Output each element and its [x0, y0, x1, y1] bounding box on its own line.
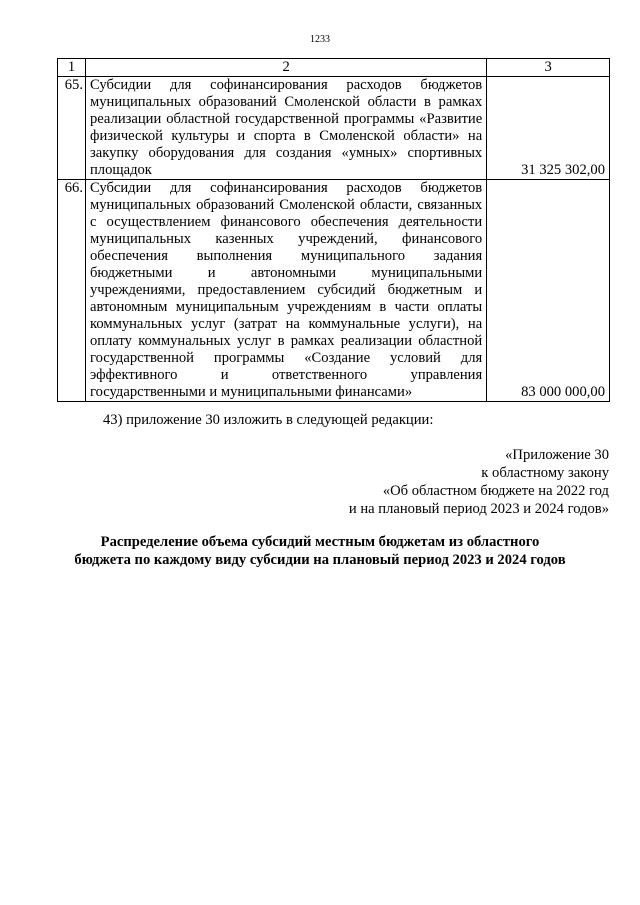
page-number: 1233 — [310, 34, 330, 45]
row-amount: 31 325 302,00 — [487, 77, 610, 180]
appendix-line-3: «Об областном бюджете на 2022 год — [382, 483, 609, 499]
table-header-row — [58, 59, 610, 77]
subsidy-table — [57, 58, 610, 402]
row-description: Субсидии для софинансирования расходов бюджетов муниципальных образований Смоленской области в рамках реализации областной государственной программы «Развитие физической культуры и спорта в Смоленской области» на закупку оборудования для создания «умных» спортивных площадок — [85, 77, 486, 180]
amendment-item-43: 43) приложение 30 изложить в следующей редакции: — [103, 412, 434, 428]
row-description: Субсидии для софинансирования расходов бюджетов муниципальных образований Смоленской области, связанных с осуществлением финансового обеспечения деятельности муниципальных казенных учреждений, финансового обеспечения выполнения муниципального задания бюджетными и автономными муниципальными учреждениями, предоставлением субсидий бюджетным и автономным муниципальным учреждениям в части оплаты коммунальных услуг (затрат на коммунальные услуги), на оплату коммунальных услуг в рамках реализации областной государственной программы «Создание условий для эффективного и ответственного управления государственными и муниципальными финансами» — [85, 180, 486, 402]
section-title-line-1: Распределение объема субсидий местным бюджетам из областного — [100, 534, 540, 550]
table-row — [58, 180, 610, 402]
appendix-line-1: «Приложение 30 — [505, 447, 609, 463]
row-amount: 83 000 000,00 — [487, 180, 610, 402]
row-number: 65. — [58, 77, 86, 180]
section-title-line-2: бюджета по каждому виду субсидии на плановый период 2023 и 2024 годов — [74, 552, 566, 568]
appendix-line-4: и на плановый период 2023 и 2024 годов» — [348, 501, 609, 517]
column-header-3: 3 — [487, 59, 610, 77]
appendix-header — [349, 446, 609, 518]
column-header-2: 2 — [85, 59, 486, 77]
row-number: 66. — [58, 180, 86, 402]
section-title — [0, 533, 640, 569]
column-header-1: 1 — [58, 59, 86, 77]
table-row — [58, 77, 610, 180]
appendix-line-2: к областному закону — [481, 465, 609, 481]
